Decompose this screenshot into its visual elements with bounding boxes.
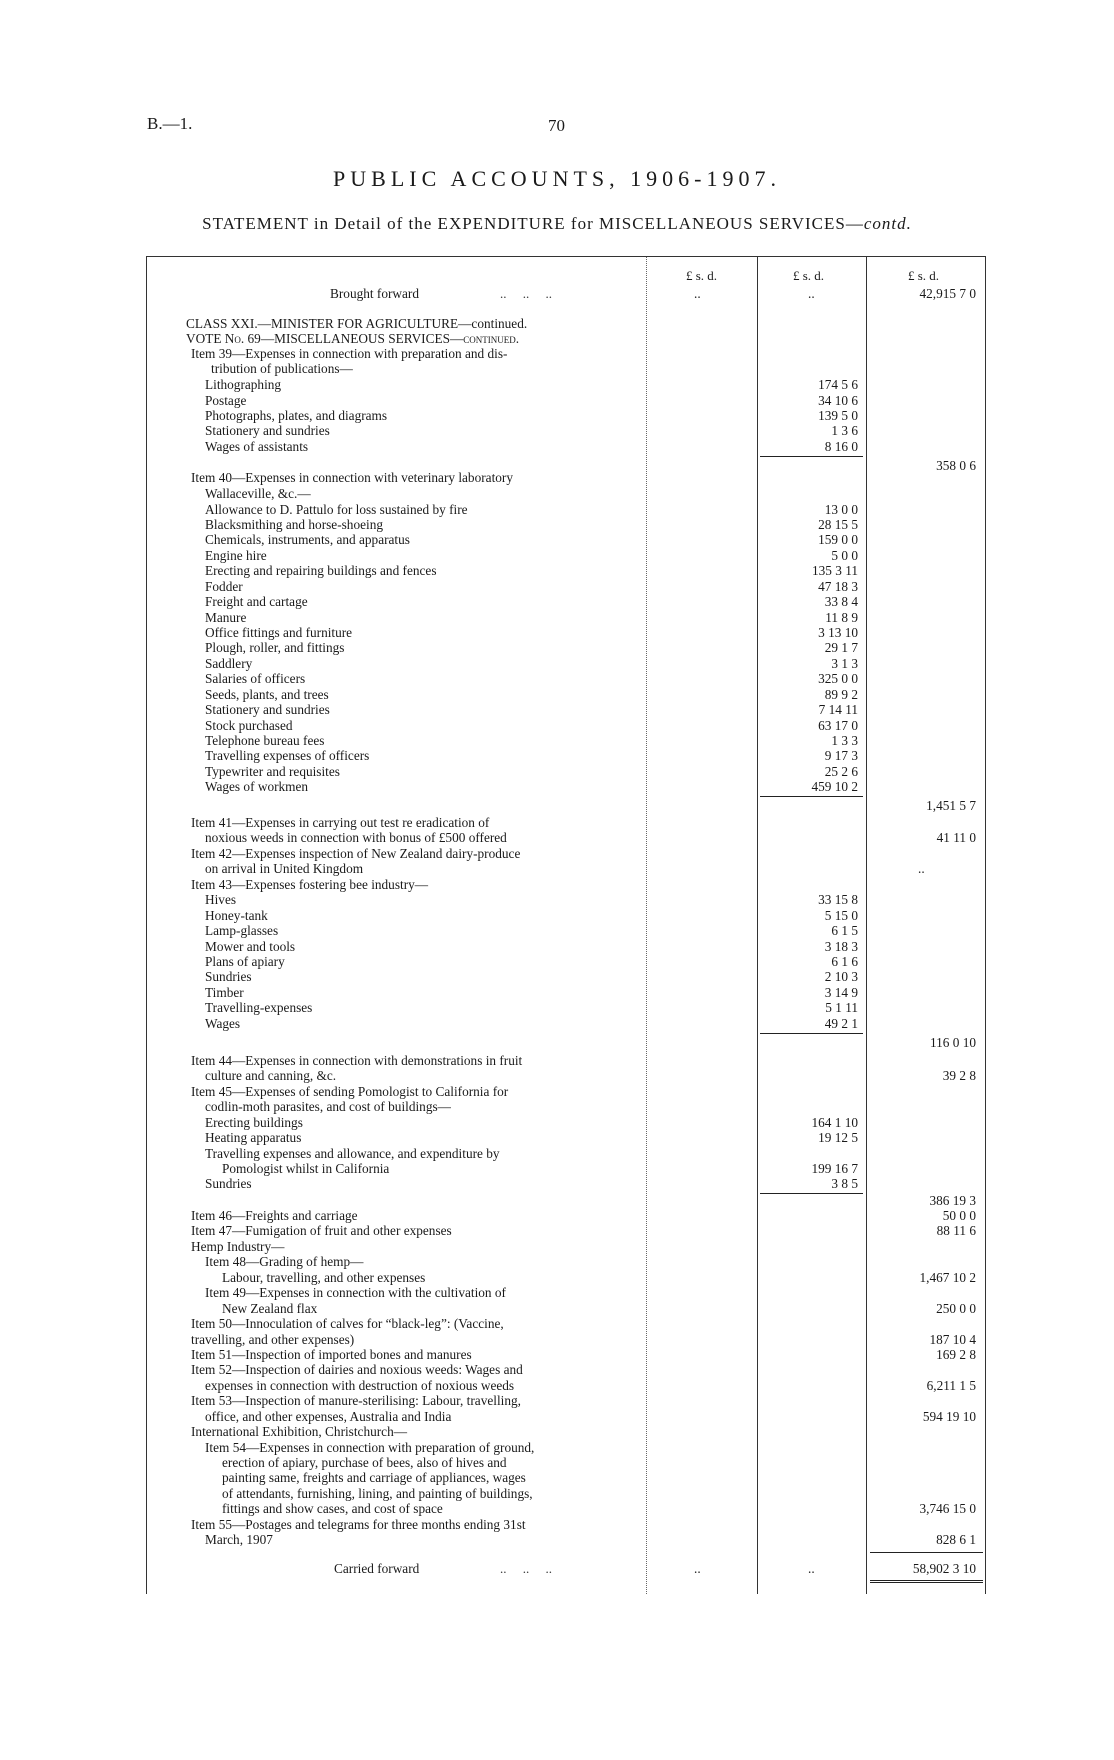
item-40-line-3: Chemicals, instruments, and apparatus	[205, 532, 410, 547]
vote-heading: VOTE No. 69—MISCELLANEOUS SERVICES—continued.	[186, 331, 520, 346]
item-39-heading: Item 39—Expenses in connection with preparation and dis-	[191, 346, 508, 361]
item-54-value: 3,746 15 0	[919, 1501, 976, 1516]
item-39-value-4: 1 3 6	[831, 423, 858, 438]
item-39-line-2: Postage	[205, 393, 247, 408]
item-45-value-4: 3 8 5	[831, 1176, 858, 1191]
item-40-total: 1,451 5 7	[926, 798, 976, 813]
item-50-heading: Item 50—Innoculation of calves for “black-leg”: (Vaccine,	[191, 1316, 504, 1331]
item-42-line: on arrival in United Kingdom	[205, 861, 364, 876]
leader-dots: .. .. ..	[500, 286, 552, 301]
item-40-line-13: Seeds, plants, and trees	[205, 687, 329, 702]
brought-forward-col2: ..	[808, 286, 815, 301]
item-47-value: 88 11 6	[936, 1223, 976, 1238]
item-40-value-3: 159 0 0	[818, 532, 858, 547]
item-45-heading-cont: codlin-moth parasites, and cost of buildings—	[205, 1099, 451, 1114]
item-45-total: 386 19 3	[929, 1193, 976, 1208]
item-43-value-9: 49 2 1	[824, 1016, 858, 1031]
item-43-line-1: Hives	[205, 892, 237, 907]
hemp-heading: Hemp Industry—	[191, 1239, 285, 1254]
item-55-line: March, 1907	[205, 1532, 273, 1547]
item-55-value: 828 6 1	[936, 1532, 976, 1547]
item-39-total: 358 0 6	[936, 458, 976, 473]
item-53-value: 594 19 10	[922, 1409, 976, 1424]
column-divider-3	[866, 256, 867, 1594]
item-41-heading: Item 41—Expenses in carrying out test re eradication of	[191, 815, 490, 830]
item-40-line-7: Freight and cartage	[205, 594, 308, 609]
item-51-value: 169 2 8	[936, 1347, 976, 1362]
brought-forward-col1: ..	[694, 286, 701, 301]
item-40-value-15: 63 17 0	[818, 718, 858, 733]
item-43-line-7: Timber	[205, 985, 244, 1000]
item-39-heading-cont: tribution of publications—	[211, 361, 353, 376]
column-divider-1	[646, 256, 647, 1594]
item-43-line-4: Mower and tools	[205, 939, 296, 954]
item-40-line-19: Wages of workmen	[205, 779, 309, 794]
brought-forward-label: Brought forward	[330, 286, 419, 301]
class-heading: CLASS XXI.—MINISTER FOR AGRICULTURE—continued.	[186, 316, 528, 331]
item-43-value-2: 5 15 0	[824, 908, 858, 923]
table-top-rule	[146, 256, 985, 257]
item-40-value-2: 28 15 5	[818, 517, 858, 532]
item-48-value: 1,467 10 2	[919, 1270, 976, 1285]
item-40-value-18: 25 2 6	[824, 764, 858, 779]
item-43-line-8: Travelling-expenses	[205, 1000, 313, 1015]
item-41-value: 41 11 0	[936, 830, 976, 845]
subtotal-rule	[760, 1193, 863, 1194]
item-48-line: Labour, travelling, and other expenses	[222, 1270, 426, 1285]
item-52-value: 6,211 1 5	[926, 1378, 976, 1393]
item-39-value-1: 174 5 6	[818, 377, 858, 392]
item-40-heading: Item 40—Expenses in connection with veterinary laboratory	[191, 470, 513, 485]
subtotal-rule	[760, 796, 863, 797]
item-40-value-1: 13 0 0	[824, 502, 858, 517]
item-53-line: office, and other expenses, Australia and India	[205, 1409, 452, 1424]
item-43-line-2: Honey-tank	[205, 908, 268, 923]
item-40-value-12: 325 0 0	[818, 671, 858, 686]
page-subtitle: STATEMENT in Detail of the EXPENDITURE for MISCELLANEOUS SERVICES—contd.	[202, 214, 912, 233]
item-40-line-18: Typewriter and requisites	[205, 764, 340, 779]
item-40-line-15: Stock purchased	[205, 718, 293, 733]
item-40-value-7: 33 8 4	[824, 594, 858, 609]
carried-forward-col1: ..	[694, 1561, 701, 1576]
item-45-value-2: 19 12 5	[818, 1130, 858, 1145]
item-42-value: ..	[918, 861, 925, 876]
item-40-line-16: Telephone bureau fees	[205, 733, 325, 748]
subtotal-rule	[760, 1033, 863, 1034]
item-40-value-8: 11 8 9	[825, 610, 858, 625]
exhibition-heading: International Exhibition, Christchurch—	[191, 1424, 408, 1439]
item-40-line-8: Manure	[205, 610, 247, 625]
item-40-value-6: 47 18 3	[818, 579, 858, 594]
item-40-value-4: 5 0 0	[831, 548, 858, 563]
column-divider-2	[757, 256, 758, 1594]
item-48-heading: Item 48—Grading of hemp—	[205, 1254, 364, 1269]
item-50-line: travelling, and other expenses)	[191, 1332, 355, 1347]
carried-forward-label: Carried forward	[334, 1561, 420, 1576]
page-number: 70	[548, 116, 565, 135]
page-title: PUBLIC ACCOUNTS, 1906-1907.	[333, 166, 781, 191]
item-40-heading-cont: Wallaceville, &c.—	[205, 486, 311, 501]
item-43-total: 116 0 10	[929, 1035, 976, 1050]
currency-header-3: £ s. d.	[908, 268, 940, 283]
item-45-line-3: Travelling expenses and allowance, and expenditure by	[205, 1146, 500, 1161]
item-52-line: expenses in connection with destruction of noxious weeds	[205, 1378, 515, 1393]
item-40-line-1: Allowance to D. Pattulo for loss sustained by fire	[205, 502, 468, 517]
item-47-line: Item 47—Fumigation of fruit and other expenses	[191, 1223, 452, 1238]
currency-header-2: £ s. d.	[793, 268, 825, 283]
item-43-line-6: Sundries	[205, 969, 252, 984]
item-43-heading: Item 43—Expenses fostering bee industry—	[191, 877, 429, 892]
item-43-value-1: 33 15 8	[818, 892, 858, 907]
item-52-heading: Item 52—Inspection of dairies and noxious weeds: Wages and	[191, 1362, 523, 1377]
table-border-right	[985, 256, 986, 1594]
item-44-line: culture and canning, &c.	[205, 1068, 337, 1083]
item-53-heading: Item 53—Inspection of manure-sterilising: Labour, travelling,	[191, 1393, 521, 1408]
item-44-value: 39 2 8	[942, 1068, 976, 1083]
currency-header-1: £ s. d.	[686, 268, 718, 283]
item-45-line-2: Heating apparatus	[205, 1130, 302, 1145]
item-39-line-5: Wages of assistants	[205, 439, 309, 454]
item-54-line-3: painting same, freights and carriage of appliances, wages	[222, 1470, 526, 1485]
item-49-value: 250 0 0	[936, 1301, 976, 1316]
item-40-line-10: Plough, roller, and fittings	[205, 640, 345, 655]
item-39-line-1: Lithographing	[205, 377, 282, 392]
item-46-line: Item 46—Freights and carriage	[191, 1208, 358, 1223]
item-40-line-14: Stationery and sundries	[205, 702, 330, 717]
item-45-line-3-cont: Pomologist whilst in California	[222, 1161, 390, 1176]
item-45-value-1: 164 1 10	[811, 1115, 858, 1130]
carried-forward-total: 58,902 3 10	[912, 1561, 976, 1576]
item-43-value-4: 3 18 3	[824, 939, 858, 954]
item-43-value-3: 6 1 5	[831, 923, 858, 938]
item-45-heading: Item 45—Expenses of sending Pomologist to California for	[191, 1084, 509, 1099]
item-40-value-10: 29 1 7	[824, 640, 858, 655]
leader-dots: .. .. ..	[500, 1561, 552, 1576]
item-44-heading: Item 44—Expenses in connection with demonstrations in fruit	[191, 1053, 523, 1068]
total-double-rule	[870, 1580, 983, 1583]
total-rule	[870, 1552, 983, 1553]
item-39-line-4: Stationery and sundries	[205, 423, 330, 438]
carried-forward-col2: ..	[808, 1561, 815, 1576]
item-54-line-4: of attendants, furnishing, lining, and painting of buildings,	[222, 1486, 533, 1501]
item-45-value-3: 199 16 7	[811, 1161, 858, 1176]
item-51-line: Item 51—Inspection of imported bones and manures	[191, 1347, 472, 1362]
item-43-value-6: 2 10 3	[824, 969, 858, 984]
item-40-value-5: 135 3 11	[811, 563, 858, 578]
item-49-line: New Zealand flax	[222, 1301, 318, 1316]
item-39-line-3: Photographs, plates, and diagrams	[205, 408, 388, 423]
subtotal-rule	[760, 456, 863, 457]
item-39-value-3: 139 5 0	[818, 408, 858, 423]
item-39-value-5: 8 16 0	[824, 439, 858, 454]
item-54-heading: Item 54—Expenses in connection with preparation of ground,	[205, 1440, 535, 1455]
item-45-line-4: Sundries	[205, 1176, 252, 1191]
item-40-line-5: Erecting and repairing buildings and fences	[205, 563, 437, 578]
item-40-value-19: 459 10 2	[811, 779, 858, 794]
item-40-line-2: Blacksmithing and horse-shoeing	[205, 517, 384, 532]
item-55-heading: Item 55—Postages and telegrams for three months ending 31st	[191, 1517, 526, 1532]
brought-forward-total: 42,915 7 0	[919, 286, 976, 301]
item-40-value-16: 1 3 3	[831, 733, 858, 748]
table-border-left	[146, 256, 147, 1594]
item-40-line-17: Travelling expenses of officers	[205, 748, 370, 763]
item-46-value: 50 0 0	[942, 1208, 976, 1223]
item-40-value-14: 7 14 11	[818, 702, 858, 717]
item-43-line-9: Wages	[205, 1016, 241, 1031]
document-ref: B.—1.	[147, 114, 193, 133]
item-40-line-6: Fodder	[205, 579, 243, 594]
item-43-value-8: 5 1 11	[825, 1000, 858, 1015]
item-40-line-11: Saddlery	[205, 656, 253, 671]
item-43-line-5: Plans of apiary	[205, 954, 285, 969]
item-43-value-5: 6 1 6	[831, 954, 858, 969]
item-49-heading: Item 49—Expenses in connection with the cultivation of	[205, 1285, 506, 1300]
item-40-value-17: 9 17 3	[824, 748, 858, 763]
item-40-line-4: Engine hire	[205, 548, 267, 563]
item-40-value-13: 89 9 2	[824, 687, 858, 702]
item-40-line-9: Office fittings and furniture	[205, 625, 353, 640]
item-54-line-5: fittings and show cases, and cost of space	[222, 1501, 443, 1516]
item-45-line-1: Erecting buildings	[205, 1115, 303, 1130]
item-50-value: 187 10 4	[929, 1332, 976, 1347]
item-40-value-9: 3 13 10	[818, 625, 858, 640]
item-43-value-7: 3 14 9	[824, 985, 858, 1000]
item-54-line-2: erection of apiary, purchase of bees, also of hives and	[222, 1455, 507, 1470]
item-43-line-3: Lamp-glasses	[205, 923, 279, 938]
item-42-heading: Item 42—Expenses inspection of New Zealand dairy-produce	[191, 846, 521, 861]
item-39-value-2: 34 10 6	[818, 393, 858, 408]
item-40-value-11: 3 1 3	[831, 656, 858, 671]
item-41-line: noxious weeds in connection with bonus of £500 offered	[205, 830, 507, 845]
item-40-line-12: Salaries of officers	[205, 671, 306, 686]
